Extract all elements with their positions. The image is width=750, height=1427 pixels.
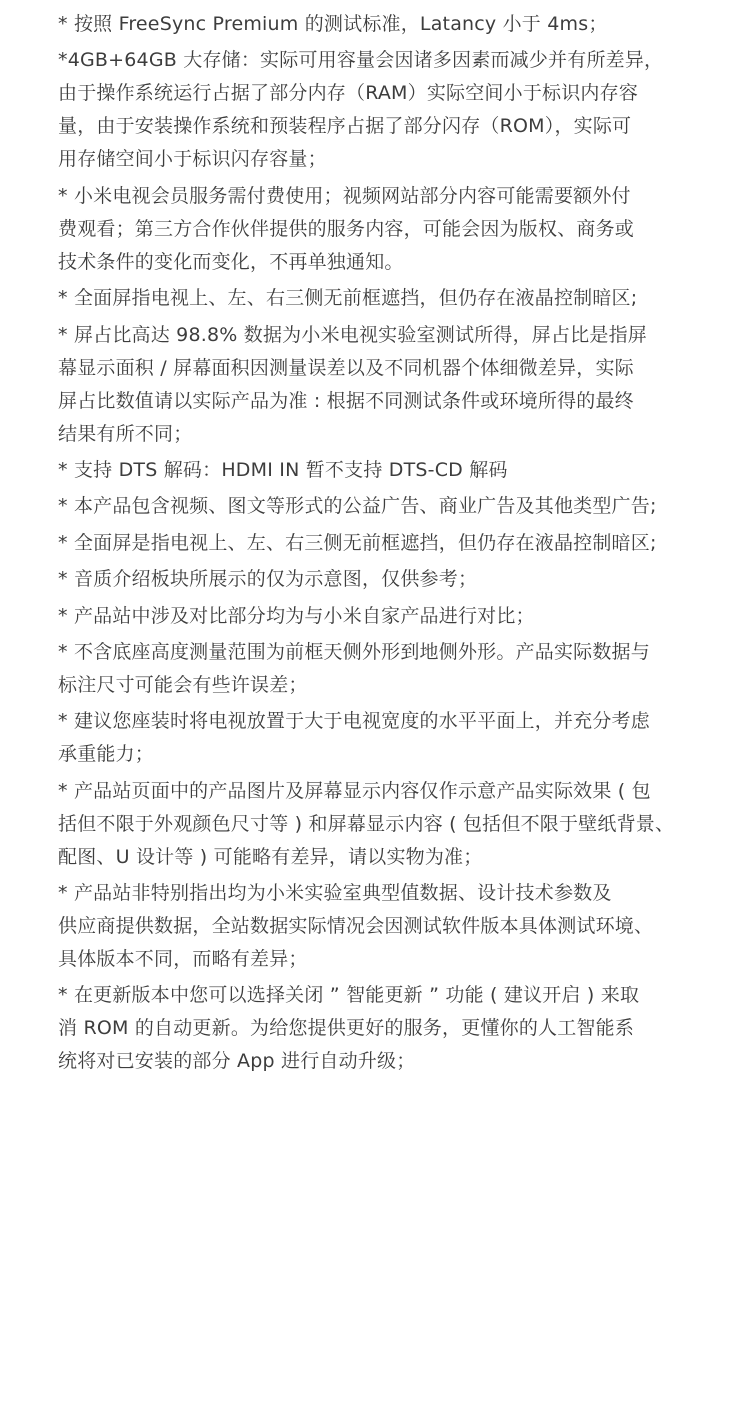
note-line: 用存储空间小于标识闪存容量； [58, 148, 327, 171]
disclaimer-note [58, 527, 708, 560]
note-line: * 产品站中涉及对比部分均为与小米自家产品进行对比； [58, 604, 535, 627]
note-line: * 不含底座高度测量范围为前框天侧外形到地侧外形。产品实际数据与 [58, 640, 650, 663]
note-line: * 本产品包含视频、图文等形式的公益广告、商业广告及其他类型广告; [58, 495, 657, 518]
disclaimer-note [58, 319, 708, 451]
note-line: * 全面屏指电视上、左、右三侧无前框遮挡，但仍存在液晶控制暗区; [58, 287, 638, 310]
note-line: 供应商提供数据，全站数据实际情况会因测试软件版本具体测试环境、 [58, 915, 654, 938]
note-line: 量，由于安装操作系统和预装程序占据了部分闪存（ROM），实际可 [58, 115, 632, 138]
note-line: * 产品站非特别指出均为小米实验室典型值数据、设计技术参数及 [58, 882, 612, 905]
note-line: * 小米电视会员服务需付费使用；视频网站部分内容可能需要额外付 [58, 184, 631, 207]
note-line: *4GB+64GB 大存储：实际可用容量会因诸多因素而减少并有所差异， [58, 49, 664, 72]
note-line: * 在更新版本中您可以选择关闭 ” 智能更新 ” 功能 ( 建议开启 ) 来取 [58, 984, 640, 1007]
note-line: * 产品站页面中的产品图片及屏幕显示内容仅作示意产品实际效果 ( 包 [58, 779, 651, 802]
note-line: 标注尺寸可能会有些许误差； [58, 673, 308, 696]
disclaimer-note [58, 180, 708, 279]
note-line: * 按照 FreeSync Premium 的测试标准，Latancy 小于 4ms； [58, 13, 608, 35]
note-line: 结果有所不同； [58, 422, 193, 445]
disclaimer-note [58, 454, 708, 487]
disclaimer-note [58, 8, 708, 41]
disclaimer-note [58, 877, 708, 976]
note-line: 具体版本不同，而略有差异； [58, 948, 308, 971]
disclaimer-note [58, 775, 708, 874]
note-line: 屏占比数值请以实际产品为准 : 根据不同测试条件或环境所得的最终 [58, 389, 634, 412]
disclaimer-note [58, 490, 708, 523]
disclaimer-note [58, 44, 708, 176]
note-line: 由于操作系统运行占据了部分内存（RAM）实际空间小于标识内存容 [58, 82, 639, 105]
disclaimer-note [58, 600, 708, 633]
disclaimer-note [58, 636, 708, 702]
disclaimer-note [58, 705, 708, 771]
note-line: 消 ROM 的自动更新。为给您提供更好的服务，更懂你的人工智能系 [58, 1017, 635, 1040]
note-line: 费观看；第三方合作伙伴提供的服务内容，可能会因为版权、商务或 [58, 217, 635, 240]
note-line: * 支持 DTS 解码：HDMI IN 暂不支持 DTS-CD 解码 [58, 458, 508, 481]
disclaimer-notes [58, 8, 708, 1082]
note-line: * 屏占比高达 98.8% 数据为小米电视实验室测试所得，屏占比是指屏 [58, 323, 647, 346]
disclaimer-note [58, 563, 708, 596]
disclaimer-note [58, 979, 708, 1078]
note-line: 技术条件的变化而变化，不再单独通知。 [58, 250, 404, 273]
note-line: 括但不限于外观颜色尺寸等 ) 和屏幕显示内容 ( 包括但不限于壁纸背景、 [58, 812, 675, 835]
note-line: 幕显示面积 / 屏幕面积因测量误差以及不同机器个体细微差异，实际 [58, 356, 634, 379]
note-line: 统将对已安装的部分 App 进行自动升级； [58, 1050, 416, 1073]
disclaimer-note [58, 282, 708, 315]
note-line: 承重能力； [58, 743, 155, 766]
note-line: * 建议您座装时将电视放置于大于电视宽度的水平平面上，并充分考虑 [58, 710, 650, 733]
note-line: 配图、U 设计等 ) 可能略有差异，请以实物为准； [58, 845, 483, 868]
note-line: * 音质介绍板块所展示的仅为示意图，仅供参考； [58, 568, 478, 591]
note-line: * 全面屏是指电视上、左、右三侧无前框遮挡，但仍存在液晶控制暗区; [58, 531, 657, 554]
